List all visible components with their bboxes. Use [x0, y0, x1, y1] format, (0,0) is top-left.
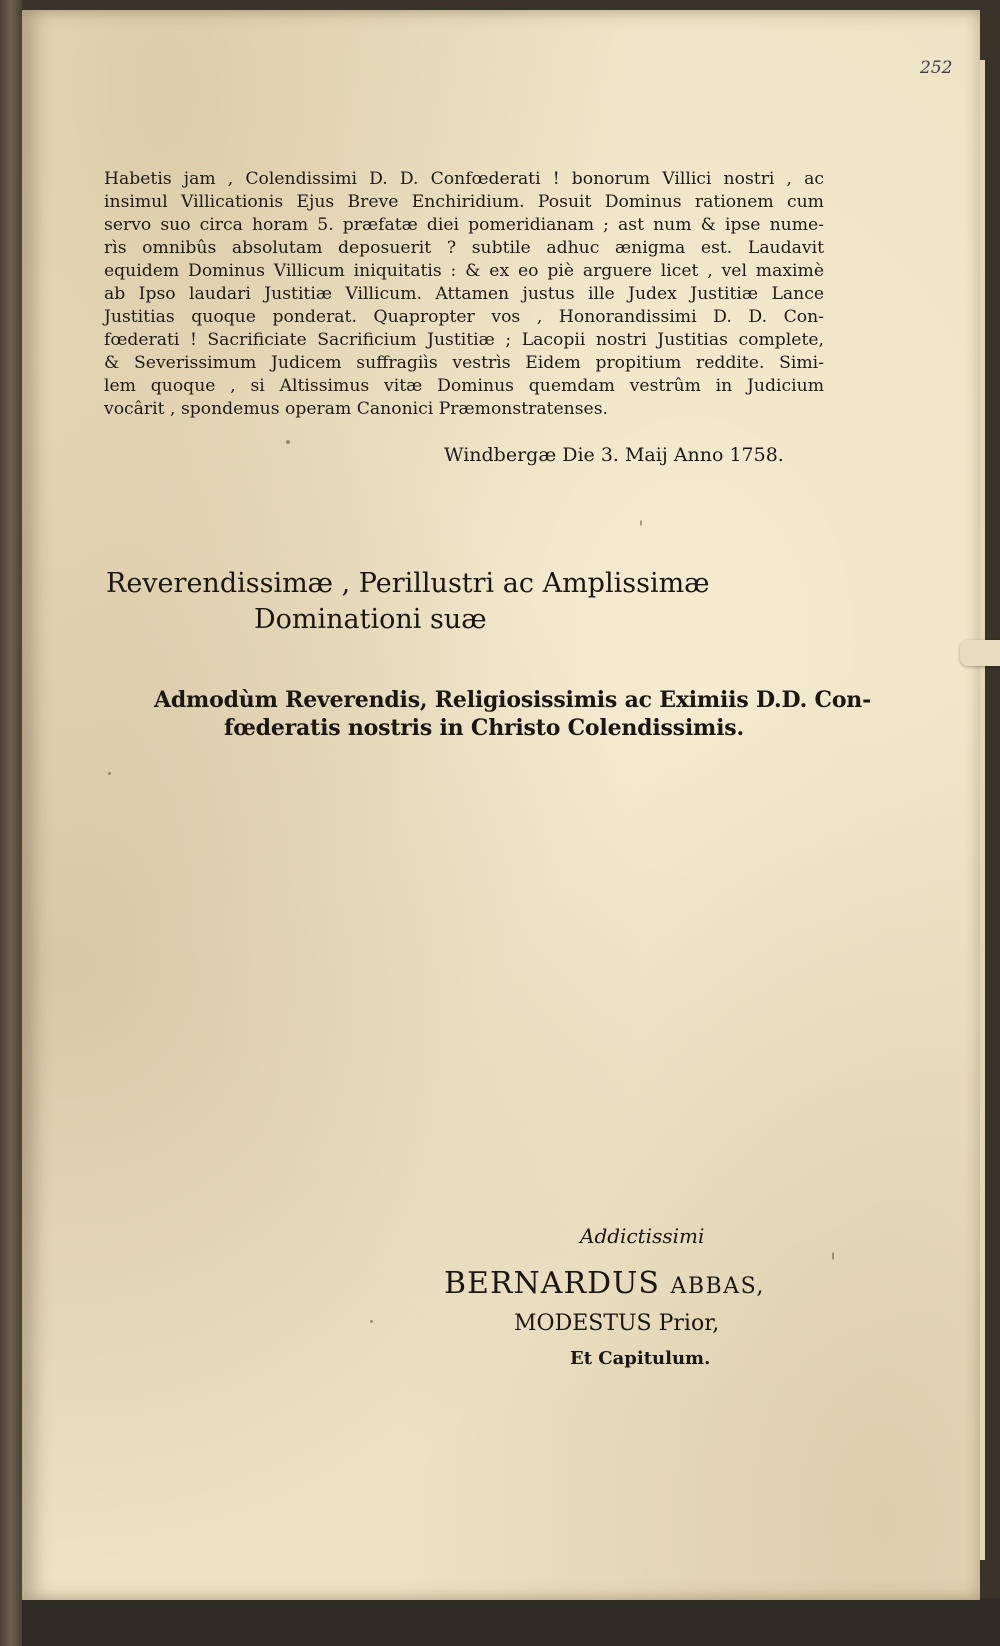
body-line: Justitias quoque ponderat. Quapropter vos , Honorandissimi D. D. Con- [104, 307, 824, 327]
paper-speck [286, 440, 290, 444]
addressee [154, 686, 871, 742]
signature-prior: MODESTUS Prior, [514, 1311, 720, 1336]
body-line: insimul Villicationis Ejus Breve Enchiridium. Posuit Dominus rationem cum [104, 192, 824, 212]
body-line: rìs omnibûs absolutam deposuerit ? subtile adhuc ænigma est. Laudavit [104, 238, 824, 258]
paper-speck [832, 1252, 834, 1260]
body-line: lem quoque , si Altissimus vitæ Dominus quemdam vestrûm in Judicium [104, 376, 824, 396]
body-line: fœderati ! Sacrificiate Sacrificium Justitiæ ; Lacopii nostri Justitias complete, [104, 330, 824, 350]
body-line: ab Ipso laudari Justitiæ Villicum. Attamen justus ille Judex Justitiæ Lance [104, 284, 824, 304]
body-line: Habetis jam , Colendissimi D. D. Confœderati ! bonorum Villici nostri , ac [104, 169, 824, 189]
dedication-line-1: Reverendissimæ , Perillustri ac Amplissimæ [106, 568, 710, 599]
paper-speck [370, 1320, 373, 1323]
body-line: & Severissimum Judicem suffragiìs vestrìs Eidem propitium reddite. Simi- [104, 353, 824, 373]
addressee-line-2: fœderatis nostris in Christo Colendissimis. [224, 715, 744, 741]
signature-chapter: Et Capitulum. [570, 1348, 711, 1369]
abbot-title: ABBAS, [670, 1274, 765, 1299]
addressee-line-1: Admodùm Reverendis, Religiosissimis ac Eximiis D.D. Con- [154, 687, 872, 713]
body-line-last: vocârit , spondemus operam Canonici Præmonstratenses. [104, 399, 608, 419]
body-line: servo suo circa horam 5. præfatæ diei pomeridianam ; ast num & ipse nume- [104, 215, 824, 235]
paper-speck [640, 520, 642, 526]
body-line: equidem Dominus Villicum iniquitatis : & ex eo piè arguere licet , vel maximè [104, 261, 824, 281]
abbot-name: BERNARDUS [444, 1266, 660, 1301]
closing-salutation: Addictissimi [580, 1224, 705, 1248]
dedication-line-2: Dominationi suæ [254, 604, 487, 635]
signature-abbot [444, 1266, 765, 1301]
page-number: 252 [920, 58, 953, 78]
paper-speck [108, 772, 111, 775]
date-line: Windbergæ Die 3. Maij Anno 1758. [444, 444, 784, 466]
dedication [106, 566, 710, 638]
body-paragraph [104, 168, 824, 421]
book-binding [0, 0, 22, 1646]
page-tab [960, 640, 1000, 666]
scan-bottom-border [0, 1598, 1000, 1646]
